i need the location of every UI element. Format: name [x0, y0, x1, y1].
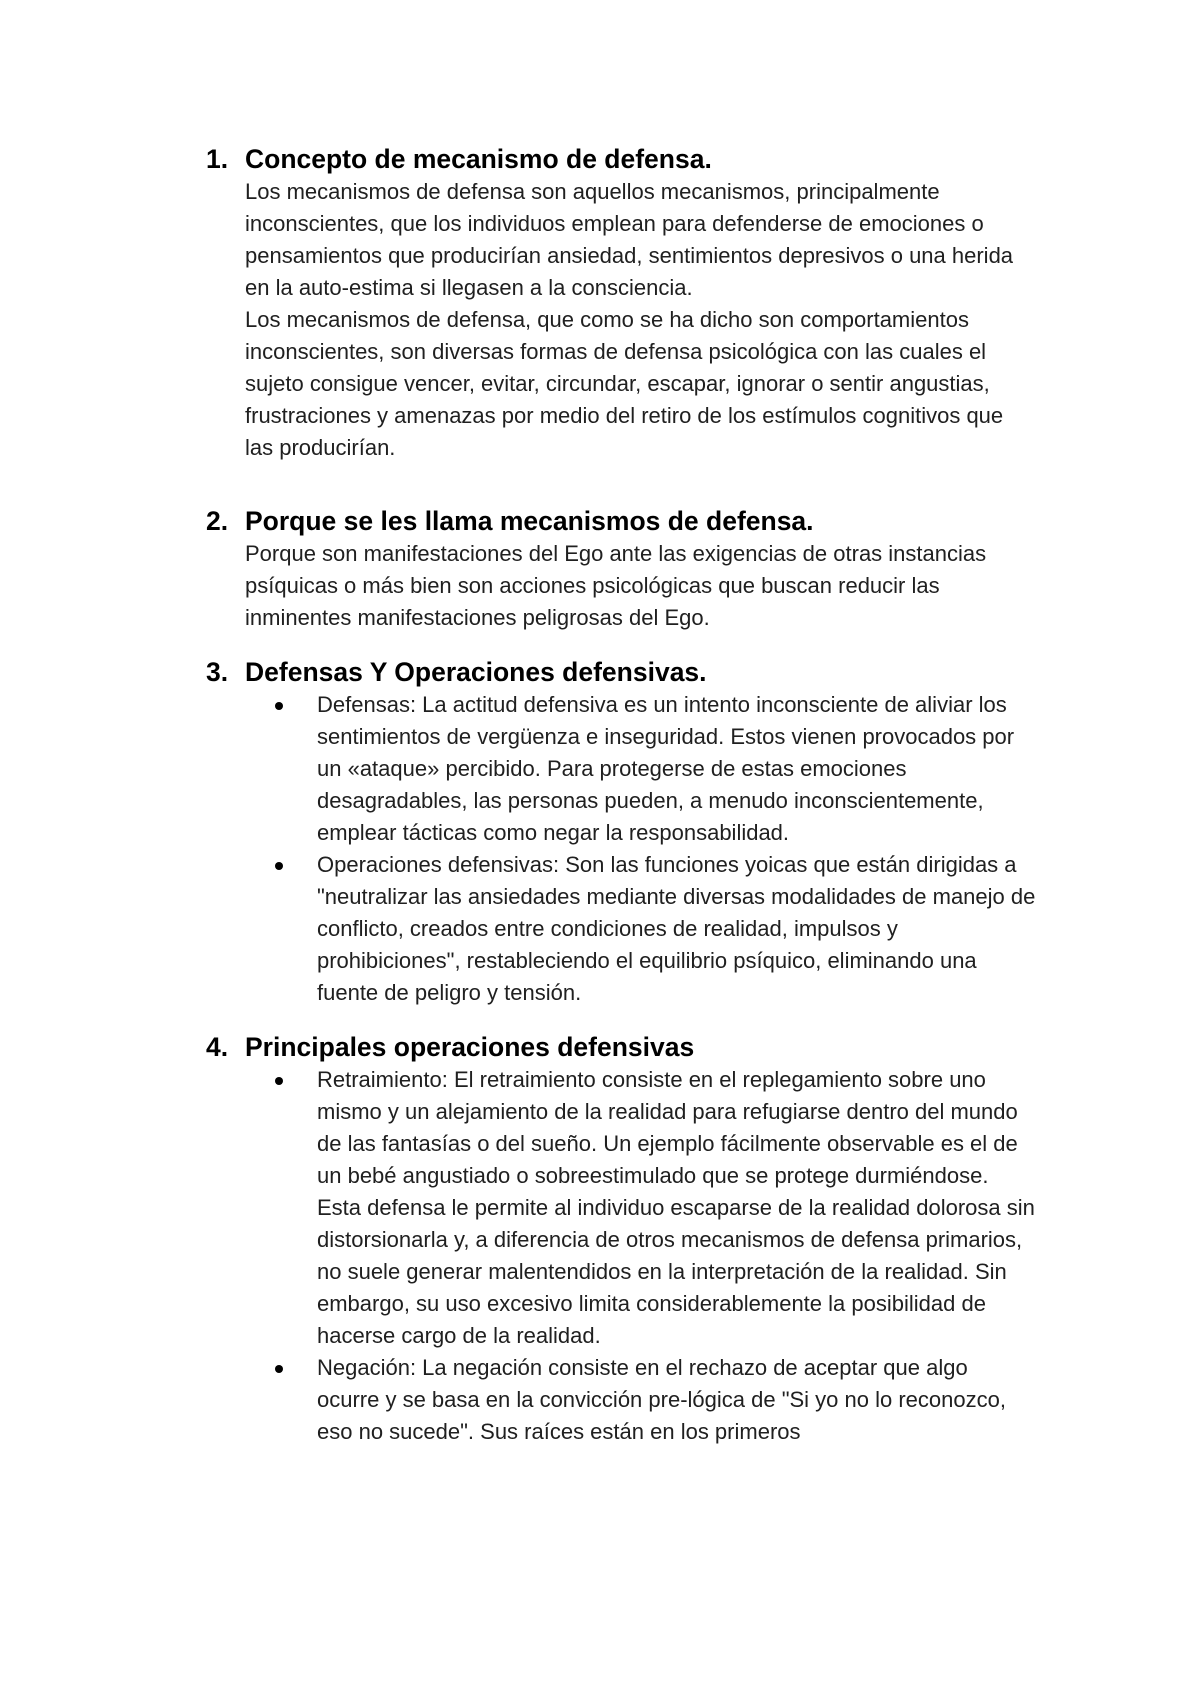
list-item [245, 689, 1036, 849]
bullet-icon [275, 702, 283, 710]
section-4 [206, 1030, 1036, 1448]
section-1 [206, 142, 1036, 464]
list-item [245, 1352, 1036, 1448]
section-title: Defensas Y Operaciones defensivas. [245, 657, 707, 687]
spacer [206, 1009, 1036, 1030]
section-number: 3. [206, 657, 229, 687]
paragraph: Los mecanismos de defensa son aquellos mecanismos, principalmente inconscientes, que los individuos emplean para defenderse de emociones o pensamientos que producirían ansiedad, sentimientos depresivos o una herida en la auto-estima si llegasen a la consciencia. [245, 179, 1014, 300]
list-item [245, 1064, 1036, 1352]
bullet-icon [275, 1077, 283, 1085]
list-item-text: Retraimiento: El retraimiento consiste en el replegamiento sobre uno mismo y un alejamiento de la realidad para refugiarse dentro del mundo de las fantasías o del sueño. Un ejemplo fácilmente observable es el de un bebé angustiado o sobreestimulado que se protege durmiéndose. Esta defensa le permite al individuo escaparse de la realidad dolorosa sin distorsionarla y, a diferencia de otros mecanismos de defensa primarios, no suele generar malentendidos en la interpretación de la realidad. Sin embargo, su uso excesivo limita considerablemente la posibilidad de hacerse cargo de la realidad. [317, 1067, 1035, 1348]
spacer [206, 464, 1036, 504]
bullet-icon [275, 1365, 283, 1373]
bullet-list [245, 1064, 1036, 1448]
list-item-text: Defensas: La actitud defensiva es un intento inconsciente de aliviar los sentimientos de vergüenza e inseguridad. Estos vienen provocados por un «ataque» percibido. Para protegerse de estas emociones desagradables, las personas pueden, a menudo inconscientemente, emplear tácticas como negar la responsabilidad. [317, 692, 1015, 845]
section-body [245, 176, 1036, 464]
paragraph: Porque son manifestaciones del Ego ante las exigencias de otras instancias psíquicas o más bien son acciones psicológicas que buscan reducir las inminentes manifestaciones peligrosas del Ego. [245, 541, 987, 630]
section-3 [206, 655, 1036, 1009]
section-number: 1. [206, 144, 229, 174]
list-item [245, 849, 1036, 1009]
section-heading [206, 655, 1036, 689]
spacer [206, 634, 1036, 655]
section-number: 2. [206, 506, 229, 536]
list-item-text: Operaciones defensivas: Son las funciones yoicas que están dirigidas a "neutralizar las ansiedades mediante diversas modalidades de manejo de conflicto, creados entre condiciones de realidad, impulsos y prohibiciones", restableciendo el equilibrio psíquico, eliminando una fuente de peligro y tensión. [317, 852, 1036, 1005]
section-title: Concepto de mecanismo de defensa. [245, 144, 712, 174]
bullet-list [245, 689, 1036, 1009]
section-2 [206, 504, 1036, 634]
document-content [206, 142, 1036, 1448]
section-number: 4. [206, 1032, 229, 1062]
bullet-icon [275, 862, 283, 870]
section-title: Porque se les llama mecanismos de defensa. [245, 506, 814, 536]
paragraph: Los mecanismos de defensa, que como se ha dicho son comportamientos inconscientes, son diversas formas de defensa psicológica con las cuales el sujeto consigue vencer, evitar, circundar, escapar, ignorar o sentir angustias, frustraciones y amenazas por medio del retiro de los estímulos cognitivos que las producirían. [245, 307, 1004, 460]
section-title: Principales operaciones defensivas [245, 1032, 695, 1062]
list-item-text: Negación: La negación consiste en el rechazo de aceptar que algo ocurre y se basa en la convicción pre-lógica de "Si yo no lo reconozco, eso no sucede". Sus raíces están en los primeros [317, 1355, 1006, 1444]
section-heading [206, 504, 1036, 538]
section-body [245, 538, 1036, 634]
section-heading [206, 142, 1036, 176]
section-heading [206, 1030, 1036, 1064]
